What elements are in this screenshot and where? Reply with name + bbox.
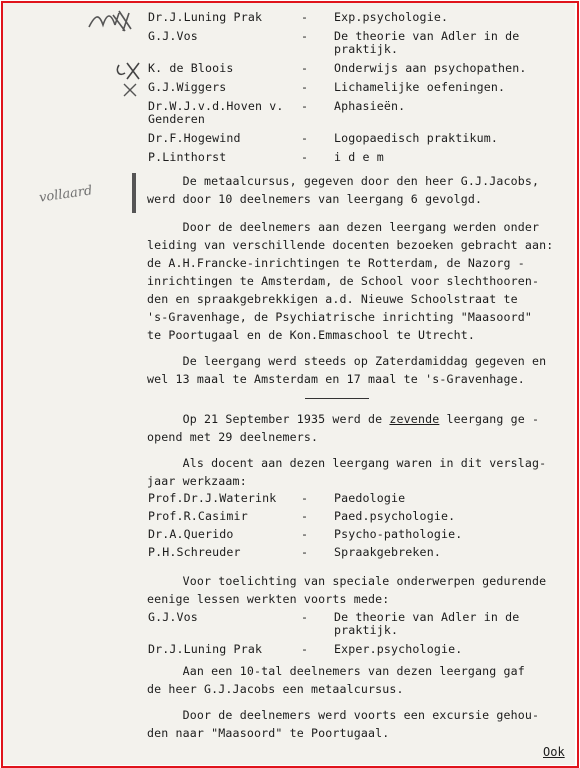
document-page [3,3,575,765]
teacher-name: K. de Bloois [148,61,234,75]
teacher-subject: Psycho-pathologie. [334,527,463,541]
dash-separator: - [301,29,309,43]
teacher-subject-cont: praktijk. [334,623,399,637]
teacher-subject: Paed.psychologie. [334,509,456,523]
para4-post: leergang ge - [439,412,540,426]
teacher-name: P.H.Schreuder [148,545,241,559]
dash-separator: - [301,642,309,656]
teacher-subject: Exper.psychologie. [334,642,463,656]
dash-separator: - [301,10,309,24]
dash-separator: - [301,610,309,624]
margin-handwriting: vollaard [38,183,94,206]
teacher-subject: Logopaedisch praktikum. [334,131,498,145]
margin-bar [132,173,136,213]
dash-separator: - [301,527,309,541]
para4-line2: opend met 29 deelnemers. [147,430,319,444]
continuation-word: Ook [543,745,565,759]
section-divider [305,398,369,399]
dash-separator: - [301,150,309,164]
para1-line2: werd door 10 deelnemers van leergang 6 gevolgd. [147,192,483,206]
dash-separator: - [301,80,309,94]
teacher-name: G.J.Vos [148,29,198,43]
para2-line1: Door de deelnemers aan dezen leergang werden onder [147,220,540,234]
teacher-name: Dr.F.Hogewind [148,131,241,145]
para4-line1 [147,413,539,426]
para5-line2: jaar werkzaam: [147,474,247,488]
para4-pre: Op 21 September 1935 werd de [147,412,390,426]
teacher-subject: Lichamelijke oefeningen. [334,80,506,94]
dash-separator: - [301,131,309,145]
para5-line1: Als docent aan dezen leergang waren in dit verslag- [147,456,547,470]
para3-line2: wel 13 maal te Amsterdam en 17 maal te 's-Gravenhage. [147,372,525,386]
teacher-subject: Onderwijs aan psychopathen. [334,61,527,75]
para2-line3: de A.H.Francke-inrichtingen te Rotterdam, de Nazorg - [147,256,525,270]
para4-underlined: zevende [389,412,440,426]
teacher-name: Dr.J.Luning Prak [148,10,263,24]
teacher-subject-cont: praktijk. [334,42,399,56]
para2-line6: 's-Gravenhage, de Psychiatrische inrichting "Maasoord" [147,310,533,324]
teacher-subject: Exp.psychologie. [334,10,449,24]
dash-separator: - [301,61,309,75]
para1-line1: De metaalcursus, gegeven door den heer G.J.Jacobs, [147,174,540,188]
teacher-subject: Spraakgebreken. [334,545,441,559]
teacher-subject: Aphasieën. [334,99,406,113]
teacher-name: Dr.J.Luning Prak [148,642,263,656]
teacher-name: Dr.W.J.v.d.Hoven v. [148,99,284,113]
para7-line2: de heer G.J.Jacobs een metaalcursus. [147,682,404,696]
para3-line1: De leergang werd steeds op Zaterdamiddag gegeven en [147,354,547,368]
teacher-name: Prof.Dr.J.Waterink [148,491,277,505]
para2-line7: te Poortugaal en de Kon.Emmaschool te Utrecht. [147,328,475,342]
para8-line1: Door de deelnemers werd voorts een excursie gehou- [147,708,540,722]
para2-line2: leiding van verschillende docenten bezoeken gebracht aan: [147,238,554,252]
teacher-name-cont: Genderen [148,112,206,126]
para6-line2: eenige lessen werkten voorts mede: [147,592,390,606]
dash-separator: - [301,509,309,523]
cross-mark-icon [113,61,143,81]
para7-line1: Aan een 10-tal deelnemers van dezen leergang gaf [147,664,525,678]
pencil-mark-icon [85,9,143,33]
teacher-subject: i d e m [334,150,384,164]
teacher-name: P.Linthorst [148,150,227,164]
teacher-name: G.J.Vos [148,610,198,624]
teacher-subject: De theorie van Adler in de [334,29,520,43]
para2-line4: inrichtingen te Amsterdam, de School voor slechthooren- [147,274,540,288]
dash-separator: - [301,99,309,113]
teacher-subject: De theorie van Adler in de [334,610,520,624]
dash-separator: - [301,545,309,559]
para8-line2: den naar "Maasoord" te Poortugaal. [147,726,390,740]
dash-separator: - [301,491,309,505]
para2-line5: den en spraakgebrekkigen a.d. Nieuwe Schoolstraat te [147,292,518,306]
teacher-name: Prof.R.Casimir [148,509,248,523]
teacher-subject: Paedologie [334,491,406,505]
teacher-name: G.J.Wiggers [148,80,227,94]
teacher-name: Dr.A.Querido [148,527,234,541]
para6-line1: Voor toelichting van speciale onderwerpen gedurende [147,574,547,588]
cross-mark-icon [121,82,141,98]
